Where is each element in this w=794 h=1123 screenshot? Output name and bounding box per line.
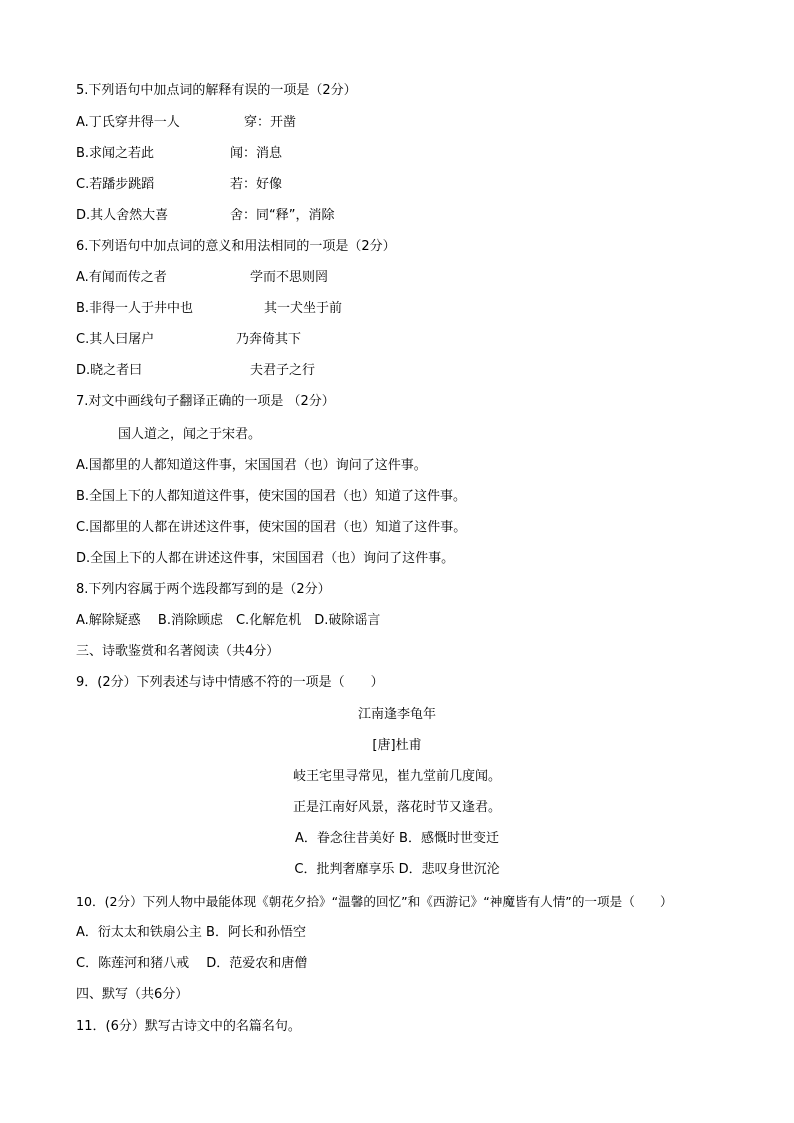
q6-option-d-left: D.晓之者曰: [76, 363, 143, 378]
poem-title: 江南逢李龟年: [357, 707, 436, 722]
q5-option-a-gloss: 穿：开凿: [244, 115, 297, 130]
q6-stem: 6.下列语句中加点词的意义和用法相同的一项是（2分）: [76, 239, 396, 254]
q6-option-b: [76, 300, 776, 318]
poem-author: [唐]杜甫: [372, 738, 422, 753]
poem-line-2: 正是江南好风景，落花时节又逢君。: [292, 800, 501, 815]
q6-option-c-right: 乃奔倚其下: [236, 332, 302, 347]
q5-option-a: [76, 114, 776, 132]
q6-option-b-right: 其一犬坐于前: [264, 301, 343, 316]
q7-option-c: C.国都里的人都在讲述这件事，使宋国的国君（也）知道了这件事。: [76, 520, 467, 535]
q5-option-b-gloss: 闻：消息: [230, 146, 283, 161]
q6-option-c-left: C.其人曰屠户: [76, 332, 155, 347]
q8-stem: 8.下列内容属于两个选段都写到的是（2分）: [76, 582, 331, 597]
q5-option-c-sentence: C.若蹯步跳蹈: [76, 177, 155, 192]
q6-option-c: [76, 331, 776, 349]
q6-option-a-left: A.有闻而传之者: [76, 270, 167, 285]
poem-line-1: 岐王宅里寻常见，崔九堂前几度闻。: [292, 769, 501, 784]
q8-options: A.解除疑惑 B.消除顾虑 C.化解危机 D.破除谣言: [76, 613, 381, 628]
q10-options-line-2: C．陈莲河和猪八戒 D．范爱农和唐僧: [76, 956, 308, 971]
q6-option-d-right: 夫君子之行: [250, 363, 316, 378]
q10-options-line-1: A．衍太太和铁扇公主 B．阿长和孙悟空: [76, 925, 306, 940]
q11-stem: 11．(6分）默写古诗文中的名篇名句。: [76, 1019, 301, 1034]
q6-option-a: [76, 269, 776, 287]
q7-quote: 国人道之，闻之于宋君。: [118, 427, 262, 442]
q5-option-b: [76, 145, 776, 163]
q5-option-b-sentence: B.求闻之若此: [76, 146, 155, 161]
q6-option-a-right: 学而不思则罔: [250, 270, 329, 285]
q5-option-a-sentence: A.丁氏穿井得一人: [76, 115, 180, 130]
section-3-heading: 三、诗歌鉴赏和名著阅读（共4分）: [76, 644, 280, 659]
q7-option-b: B.全国上下的人都知道这件事，使宋国的国君（也）知道了这件事。: [76, 489, 467, 504]
q7-option-d: D.全国上下的人都在讲述这件事，宋国国君（也）询问了这件事。: [76, 551, 455, 566]
q9-options-line-2: C．批判奢靡享乐 D．悲叹身世沉沦: [294, 862, 500, 877]
q5-option-c: [76, 176, 776, 194]
section-4-heading: 四、默写（共6分）: [76, 987, 189, 1002]
q9-stem: 9．(2分）下列表述与诗中情感不符的一项是（ ）: [76, 675, 384, 690]
q10-stem: 10．(2分）下列人物中最能体现《朝花夕拾》“温馨的回忆”和《西游记》“神魔皆有人情”的一项是（ ）: [76, 894, 673, 909]
q5-option-d-sentence: D.其人舍然大喜: [76, 208, 169, 223]
q7-option-a: A.国都里的人都知道这件事，宋国国君（也）询问了这件事。: [76, 458, 427, 473]
q5-option-d-gloss: 舍：同“释”，消除: [230, 208, 335, 223]
q5-stem: 5.下列语句中加点词的解释有误的一项是（2分）: [76, 83, 357, 98]
q5-option-c-gloss: 若：好像: [230, 177, 283, 192]
q6-option-b-left: B.非得一人于井中也: [76, 301, 194, 316]
q7-stem: 7.对文中画线句子翻译正确的一项是 （2分）: [76, 394, 335, 409]
q9-options-line-1: A．眷念往昔美好 B．感慨时世变迁: [295, 831, 499, 846]
q5-option-d: [76, 207, 776, 225]
q6-option-d: [76, 362, 776, 380]
